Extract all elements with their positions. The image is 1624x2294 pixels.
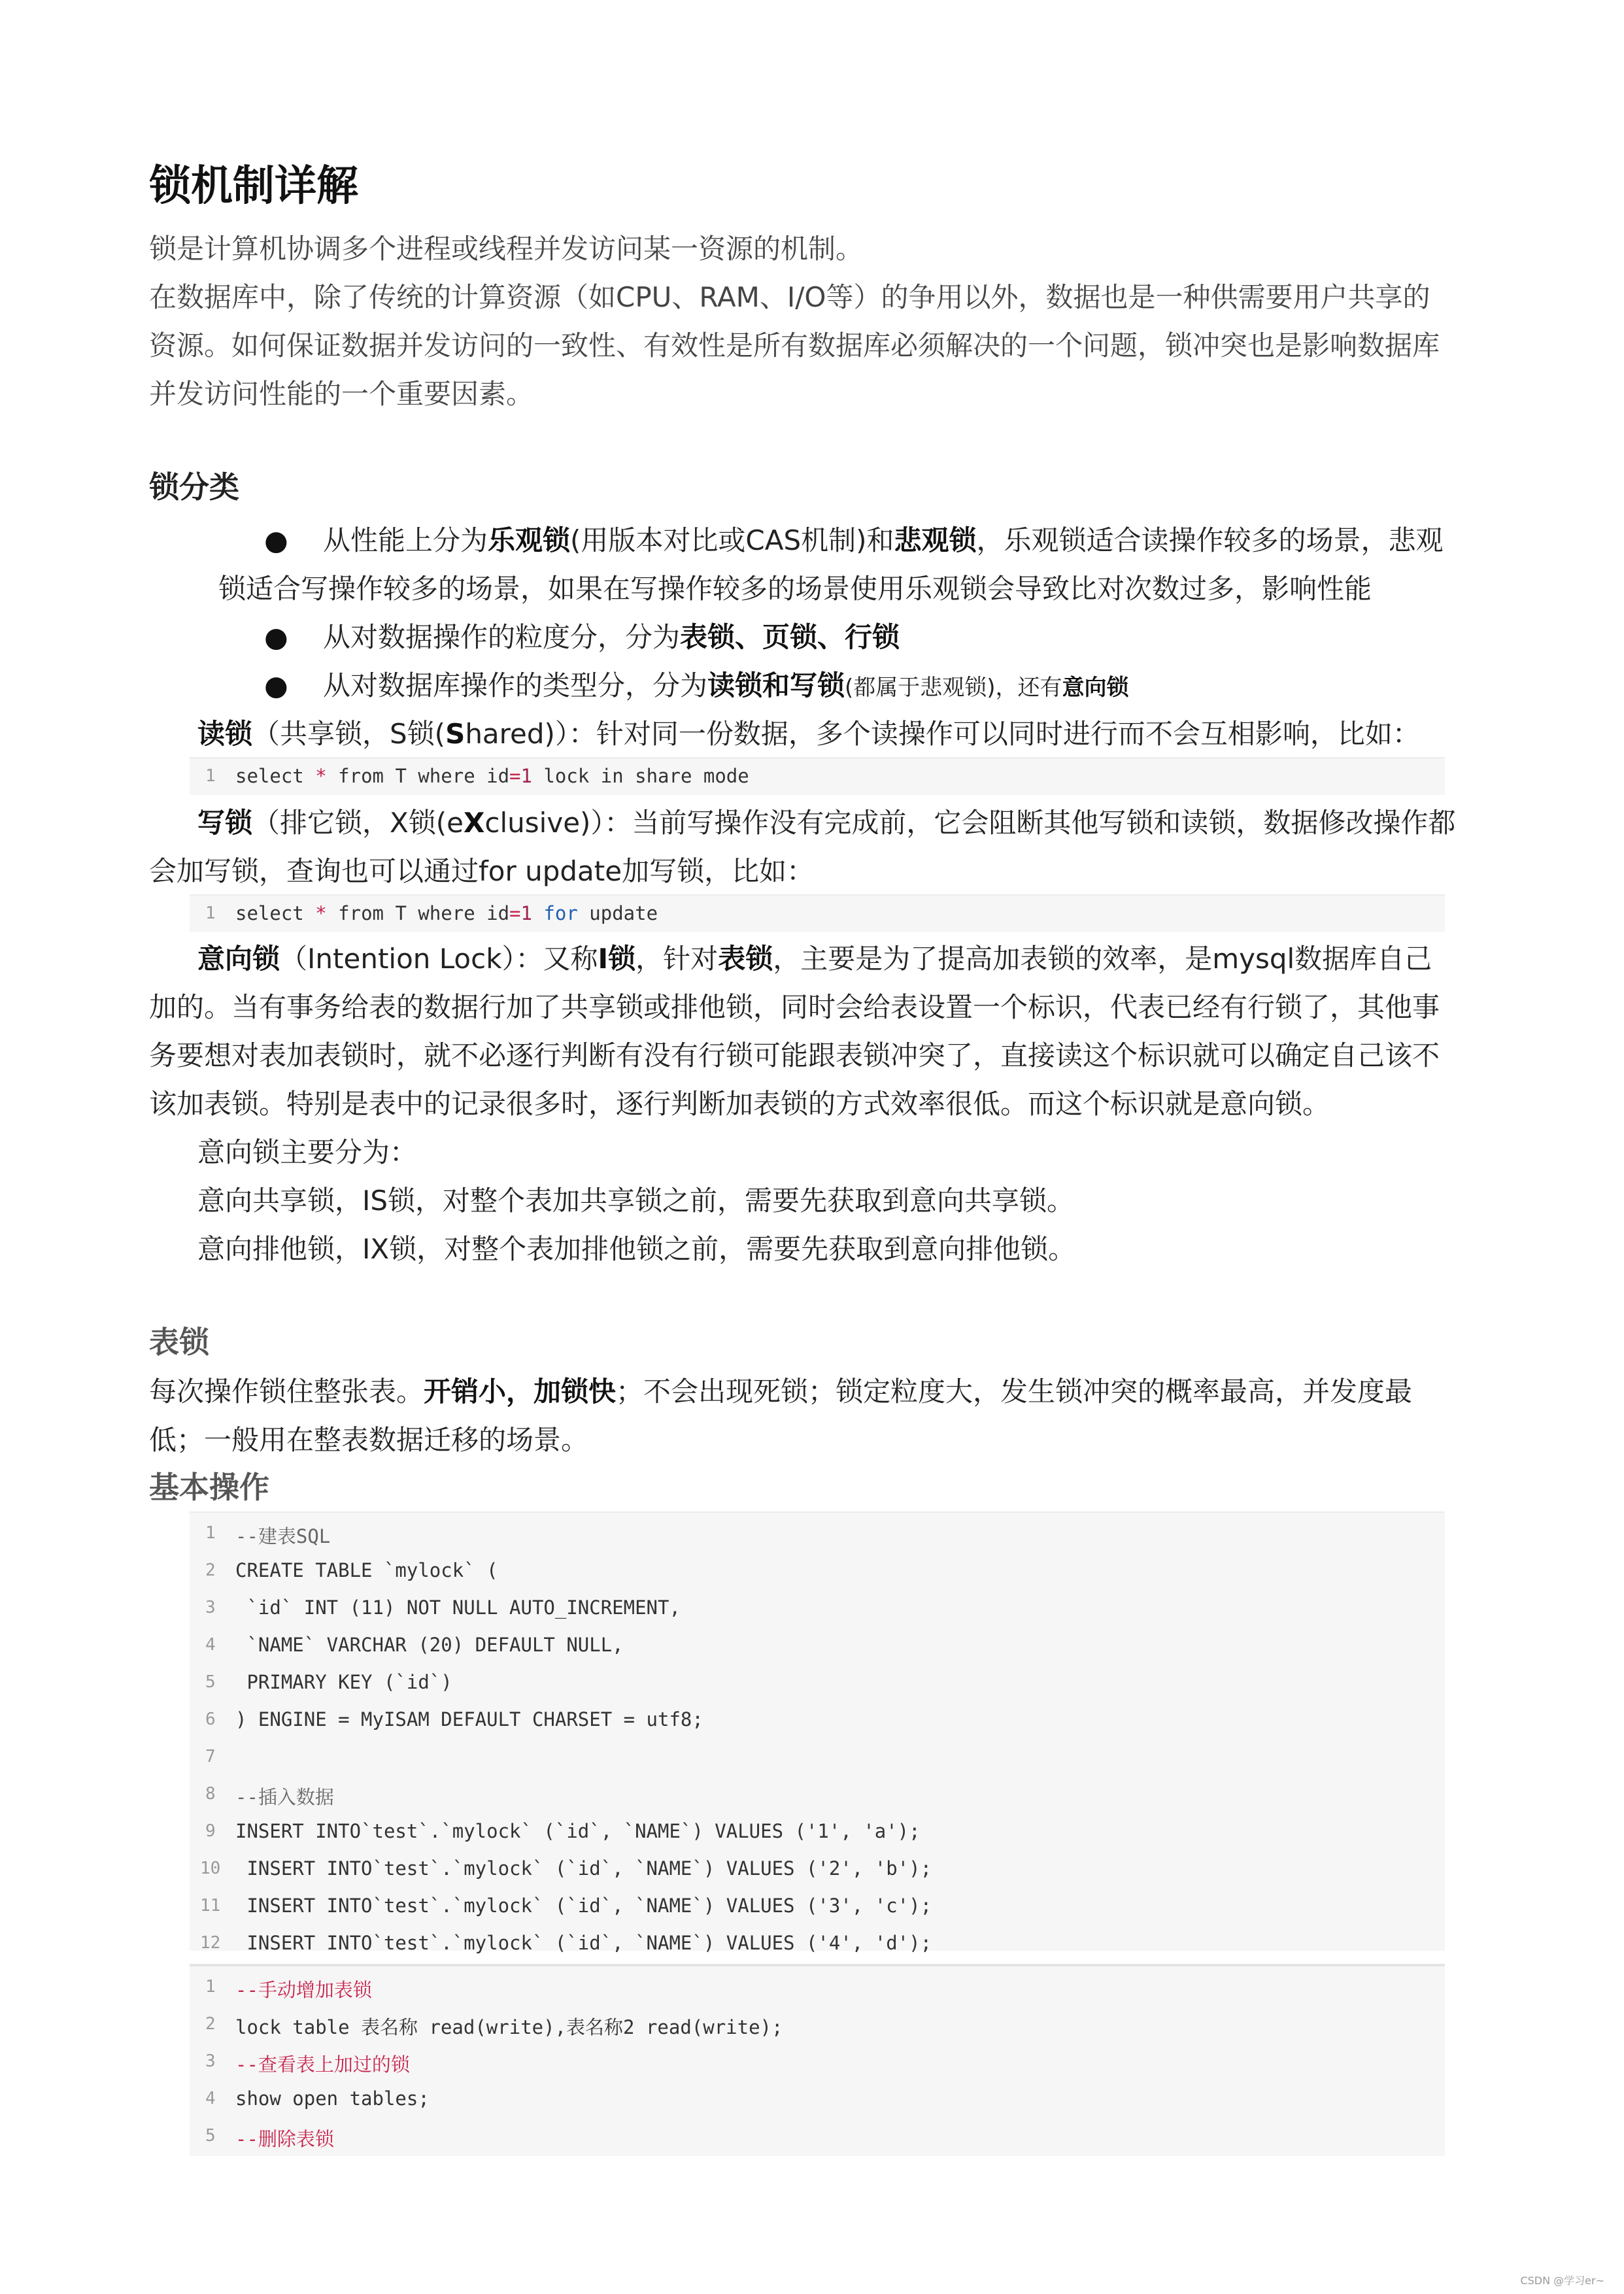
table-lock-term: 表锁: [718, 943, 773, 975]
text: ，主要是为了提高加表锁的效率，是mysql数据库自己: [773, 943, 1432, 975]
bullet-dot: ●: [264, 524, 288, 556]
intention-lock-kinds: 意向锁主要分为：: [197, 1136, 418, 1168]
text: （共享锁，S锁(: [252, 718, 446, 750]
code-line: INSERT INTO`test`.`mylock` (`id`, `NAME`) VALUES ('4', 'd');: [235, 1932, 932, 1954]
text-small: (都属于悲观锁)，还有: [845, 675, 1062, 701]
line-number: 1: [205, 903, 216, 923]
line-number: 6: [205, 1710, 216, 1729]
code-line: --删除表锁: [235, 2128, 334, 2150]
text: 从对数据库操作的类型分，分为: [323, 669, 708, 701]
bullet-operation-type: [323, 662, 1129, 712]
line-number: 5: [205, 2126, 216, 2146]
line-number: 1: [205, 1977, 216, 1997]
line-number: 11: [200, 1896, 221, 1915]
section-heading-lock-types: 锁分类: [149, 469, 239, 505]
table-lock-line-2: 低；一般用在整表数据迁移的场景。: [149, 1424, 589, 1456]
code-line: --插入数据: [235, 1786, 334, 1808]
code-line: --建表SQL: [235, 1525, 331, 1547]
code-line: INSERT INTO`test`.`mylock` (`id`, `NAME`) VALUES ('1', 'a');: [235, 1820, 921, 1842]
line-number: 8: [205, 1784, 216, 1804]
intention-lock-line-4: 该加表锁。特别是表中的记录很多时，逐行判断加表锁的方式效率很低。而这个标识就是意向锁。: [149, 1088, 1330, 1120]
text: ，针对: [635, 943, 719, 975]
intention-lock-line-2: 加的。当有事务给表的数据行加了共享锁或排他锁，同时会给表设置一个标识，代表已经有行锁了，其他事: [149, 991, 1440, 1023]
exclusive-x: X: [464, 807, 485, 839]
code-token: from T where id: [326, 902, 510, 924]
line-number: 2: [205, 1560, 216, 1580]
code-token: *: [315, 902, 327, 924]
code-block-read-lock: [190, 757, 1445, 795]
i-lock-term: I锁: [598, 943, 636, 975]
code-token: select: [235, 765, 316, 787]
line-number: 4: [205, 2089, 216, 2108]
code-line: --查看表上加过的锁: [235, 2053, 410, 2076]
watermark-footer: CSDN @学习er~: [1520, 2274, 1604, 2287]
write-lock-line-2: 会加写锁，查询也可以通过for update加写锁，比如：: [149, 855, 815, 887]
intro-paragraph-2-line-2: 资源。如何保证数据并发访问的一致性、有效性是所有数据库必须解决的一个问题，锁冲突也是影响数据库: [149, 329, 1440, 362]
line-number: 1: [205, 766, 216, 786]
read-lock-paragraph: [197, 710, 1420, 758]
subheading-basic-operations: 基本操作: [149, 1470, 269, 1505]
code-line: --手动增加表锁: [235, 1979, 372, 2001]
bullet-performance-line-2: 锁适合写操作较多的场景，如果在写操作较多的场景使用乐观锁会导致比对次数过多，影响性能: [218, 573, 1372, 605]
code-line: PRIMARY KEY (`id`): [235, 1671, 452, 1693]
bullet-performance: [323, 516, 1444, 565]
code-token: update: [577, 902, 658, 924]
granularity-terms: 表锁、页锁、行锁: [680, 621, 900, 653]
code-line: ) ENGINE = MyISAM DEFAULT CHARSET = utf8;: [235, 1708, 703, 1730]
line-number: 1: [205, 1523, 216, 1543]
section-heading-table-lock: 表锁: [149, 1324, 209, 1360]
pessimistic-lock-term: 悲观锁: [894, 524, 977, 556]
code-block-table-lock-ops: [190, 1964, 1445, 2156]
text: hared)）：针对同一份数据，多个读操作可以同时进行而不会互相影响，比如：: [465, 718, 1420, 750]
code-token: =: [509, 902, 521, 924]
read-lock-label: 读锁: [197, 718, 253, 750]
line-number: 7: [205, 1747, 216, 1766]
line-number: 2: [205, 2014, 216, 2034]
shared-s: S: [445, 718, 465, 750]
page-title: 锁机制详解: [149, 162, 358, 211]
code-block-write-lock: [190, 894, 1445, 932]
text: （Intention Lock）：又称: [280, 943, 598, 975]
code-line: [235, 765, 749, 787]
code-line: `NAME` VARCHAR (20) DEFAULT NULL,: [235, 1634, 624, 1656]
line-number: 3: [205, 1598, 216, 1617]
code-token: lock in share mode: [532, 765, 749, 787]
code-block-create-table: [190, 1511, 1445, 1954]
intention-lock-line-3: 务要想对表加表锁时，就不必逐行判断有没有行锁可能跟表锁冲突了，直接读这个标识就可以确定自己该不: [149, 1039, 1440, 1071]
ix-lock-description: 意向排他锁，IX锁，对整个表加排他锁之前，需要先获取到意向排他锁。: [197, 1233, 1076, 1265]
text: (用版本对比或CAS机制)和: [570, 524, 894, 556]
line-number: 4: [205, 1635, 216, 1655]
table-lock-paragraph: [149, 1368, 1412, 1416]
bullet-dot: ●: [264, 669, 288, 701]
line-number: 10: [200, 1859, 221, 1878]
code-line: INSERT INTO`test`.`mylock` (`id`, `NAME`) VALUES ('3', 'c');: [235, 1895, 932, 1917]
code-token: 1: [520, 765, 532, 787]
code-line: INSERT INTO`test`.`mylock` (`id`, `NAME`) VALUES ('2', 'b');: [235, 1857, 932, 1880]
code-line: CREATE TABLE `mylock` (: [235, 1559, 498, 1581]
code-line: lock table 表名称 read(write),表名称2 read(write);: [235, 2016, 783, 2038]
text: ；不会出现死锁；锁定粒度大，发生锁冲突的概率最高，并发度最: [616, 1375, 1413, 1408]
text: clusive)）：当前写操作没有完成前，它会阻断其他写锁和读锁，数据修改操作都: [484, 807, 1456, 839]
write-lock-paragraph: [197, 799, 1455, 847]
code-token: 1: [520, 902, 532, 924]
text: （排它锁，X锁(e: [252, 807, 464, 839]
code-token: =: [509, 765, 521, 787]
intention-lock-label: 意向锁: [197, 943, 280, 975]
code-line: show open tables;: [235, 2087, 430, 2110]
intro-paragraph-2-line-1: 在数据库中，除了传统的计算资源（如CPU、RAM、I/O等）的争用以外，数据也是一种供需要用户共享的: [149, 281, 1430, 313]
intro-paragraph-2-line-3: 并发访问性能的一个重要因素。: [149, 378, 534, 410]
optimistic-lock-term: 乐观锁: [488, 524, 571, 556]
intro-paragraph-1: 锁是计算机协调多个进程或线程并发访问某一资源的机制。: [149, 233, 864, 265]
text: 每次操作锁住整张表。: [149, 1375, 424, 1408]
code-token: *: [315, 765, 327, 787]
line-number: 3: [205, 2051, 216, 2071]
low-overhead-term: 开销小，加锁快: [424, 1375, 617, 1408]
bullet-granularity: [323, 613, 900, 662]
code-token: select: [235, 902, 316, 924]
code-line: [235, 902, 658, 924]
text: 从对数据操作的粒度分，分为: [323, 621, 681, 653]
line-number: 12: [200, 1933, 221, 1953]
text: ，乐观锁适合读操作较多的场景，悲观: [976, 524, 1444, 556]
text: 从性能上分为: [323, 524, 488, 556]
code-token: for: [543, 902, 578, 924]
bullet-dot: ●: [264, 621, 288, 653]
intention-lock-paragraph: [197, 935, 1432, 983]
line-number: 9: [205, 1821, 216, 1841]
read-write-lock-term: 读锁和写锁: [707, 669, 845, 701]
is-lock-description: 意向共享锁，IS锁，对整个表加共享锁之前，需要先获取到意向共享锁。: [197, 1185, 1075, 1217]
intention-lock-term: 意向锁: [1062, 675, 1129, 701]
line-number: 5: [205, 1672, 216, 1692]
code-line: `id` INT (11) NOT NULL AUTO_INCREMENT,: [235, 1596, 681, 1619]
code-token: from T where id: [326, 765, 510, 787]
write-lock-label: 写锁: [197, 807, 253, 839]
